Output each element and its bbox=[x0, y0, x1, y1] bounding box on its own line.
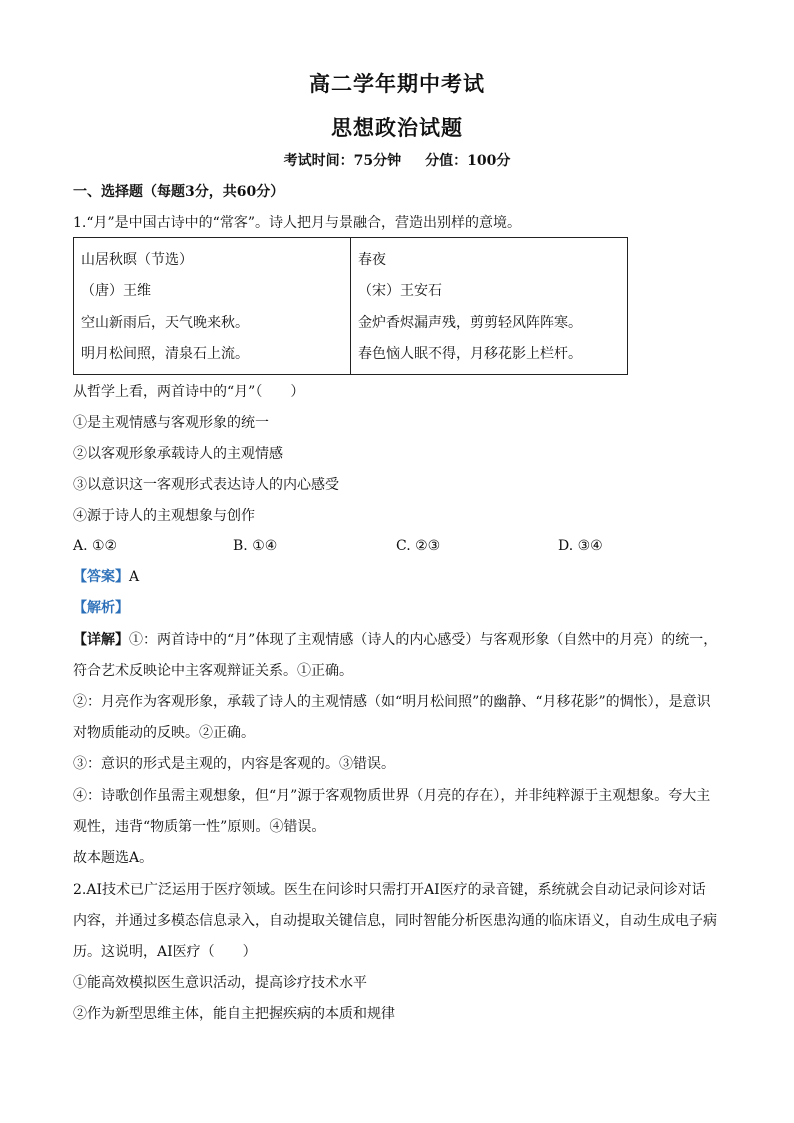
q2-item-1: ①能高效模拟医生意识活动，提高诊疗技术水平 bbox=[73, 975, 367, 991]
q2-item-2: ②作为新型思维主体，能自主把握疾病的本质和规律 bbox=[73, 1006, 395, 1022]
exam-subject: 思想政治试题 bbox=[331, 115, 463, 140]
poem-right-title: 春夜 bbox=[358, 252, 386, 268]
q1-item-1: ①是主观情感与客观形象的统一 bbox=[73, 415, 269, 431]
q2-stem-line-3: 历。这说明，AI医疗（ ） bbox=[73, 944, 257, 960]
poem-left-line2: 明月松间照，清泉石上流。 bbox=[81, 346, 249, 362]
q1-answer bbox=[73, 567, 139, 587]
analysis-tag: 【解析】 bbox=[73, 600, 129, 616]
detail-tag: 【详解】 bbox=[73, 632, 129, 648]
q1-detail-line-1 bbox=[73, 630, 717, 650]
q1-option-c: C. ②③ bbox=[396, 538, 441, 554]
section-heading: 一、选择题（每题3分，共60分） bbox=[73, 184, 285, 200]
q1-item-3: ③以意识这一客观形式表达诗人的内心感受 bbox=[73, 477, 339, 493]
poem-right-line2: 春色恼人眠不得，月移花影上栏杆。 bbox=[358, 346, 582, 362]
exam-info bbox=[0, 150, 794, 170]
poem-right-line1: 金炉香烬漏声残，剪剪轻风阵阵寒。 bbox=[358, 315, 582, 331]
answer-tag: 【答案】 bbox=[73, 569, 129, 585]
q1-option-d: D. ③④ bbox=[558, 538, 603, 554]
q1-detail-line-2: 符合艺术反映论中主客观辩证关系。①正确。 bbox=[73, 663, 353, 679]
poem-table bbox=[73, 237, 628, 375]
q1-detail-line-7: 观性，违背“物质第一性”原则。④错误。 bbox=[73, 819, 326, 835]
exam-title: 高二学年期中考试 bbox=[309, 71, 485, 96]
exam-time: 考试时间：75分钟 bbox=[283, 153, 402, 169]
poem-right-author: （宋）王安石 bbox=[358, 283, 442, 299]
poem-left-title: 山居秋暝（节选） bbox=[81, 252, 193, 268]
answer-value: A bbox=[129, 569, 140, 585]
poem-left-author: （唐）王维 bbox=[81, 283, 151, 299]
q2-stem-line-2: 内容，并通过多模态信息录入，自动提取关键信息，同时智能分析医患沟通的临床语义，自动生成电子病 bbox=[73, 913, 717, 929]
poem-cell-right bbox=[351, 238, 628, 375]
q1-detail-line-5: ③：意识的形式是主观的，内容是客观的。③错误。 bbox=[73, 756, 395, 772]
q1-item-4: ④源于诗人的主观想象与创作 bbox=[73, 508, 255, 524]
q1-question: 从哲学上看，两首诗中的“月”（ ） bbox=[73, 384, 305, 400]
exam-score: 分值：100分 bbox=[425, 153, 511, 169]
q1-option-b: B. ①④ bbox=[233, 538, 278, 554]
q1-detail-line-3: ②：月亮作为客观形象，承载了诗人的主观情感（如“明月松间照”的幽静、“月移花影”的惆怅），是意识 bbox=[73, 694, 711, 710]
q1-detail-line-4: 对物质能动的反映。②正确。 bbox=[73, 725, 255, 741]
q1-detail-line-6: ④：诗歌创作虽需主观想象，但“月”源于客观物质世界（月亮的存在），并非纯粹源于主观想象。夸大主 bbox=[73, 788, 711, 804]
q1-stem: 1.“月”是中国古诗中的“常客”。诗人把月与景融合，营造出别样的意境。 bbox=[73, 215, 521, 231]
poem-cell-left bbox=[74, 238, 351, 375]
poem-left-line1: 空山新雨后，天气晚来秋。 bbox=[81, 315, 249, 331]
q2-stem-line-1: 2.AI技术已广泛运用于医疗领域。医生在问诊时只需打开AI医疗的录音键，系统就会自动记录问诊对话 bbox=[73, 882, 706, 898]
detail-text: ①：两首诗中的“月”体现了主观情感（诗人的内心感受）与客观形象（自然中的月亮）的统一， bbox=[129, 632, 718, 648]
q1-item-2: ②以客观形象承载诗人的主观情感 bbox=[73, 446, 283, 462]
q1-detail-line-8: 故本题选A。 bbox=[73, 850, 154, 866]
q1-option-a: A. ①② bbox=[73, 538, 118, 554]
q1-analysis bbox=[73, 598, 129, 618]
